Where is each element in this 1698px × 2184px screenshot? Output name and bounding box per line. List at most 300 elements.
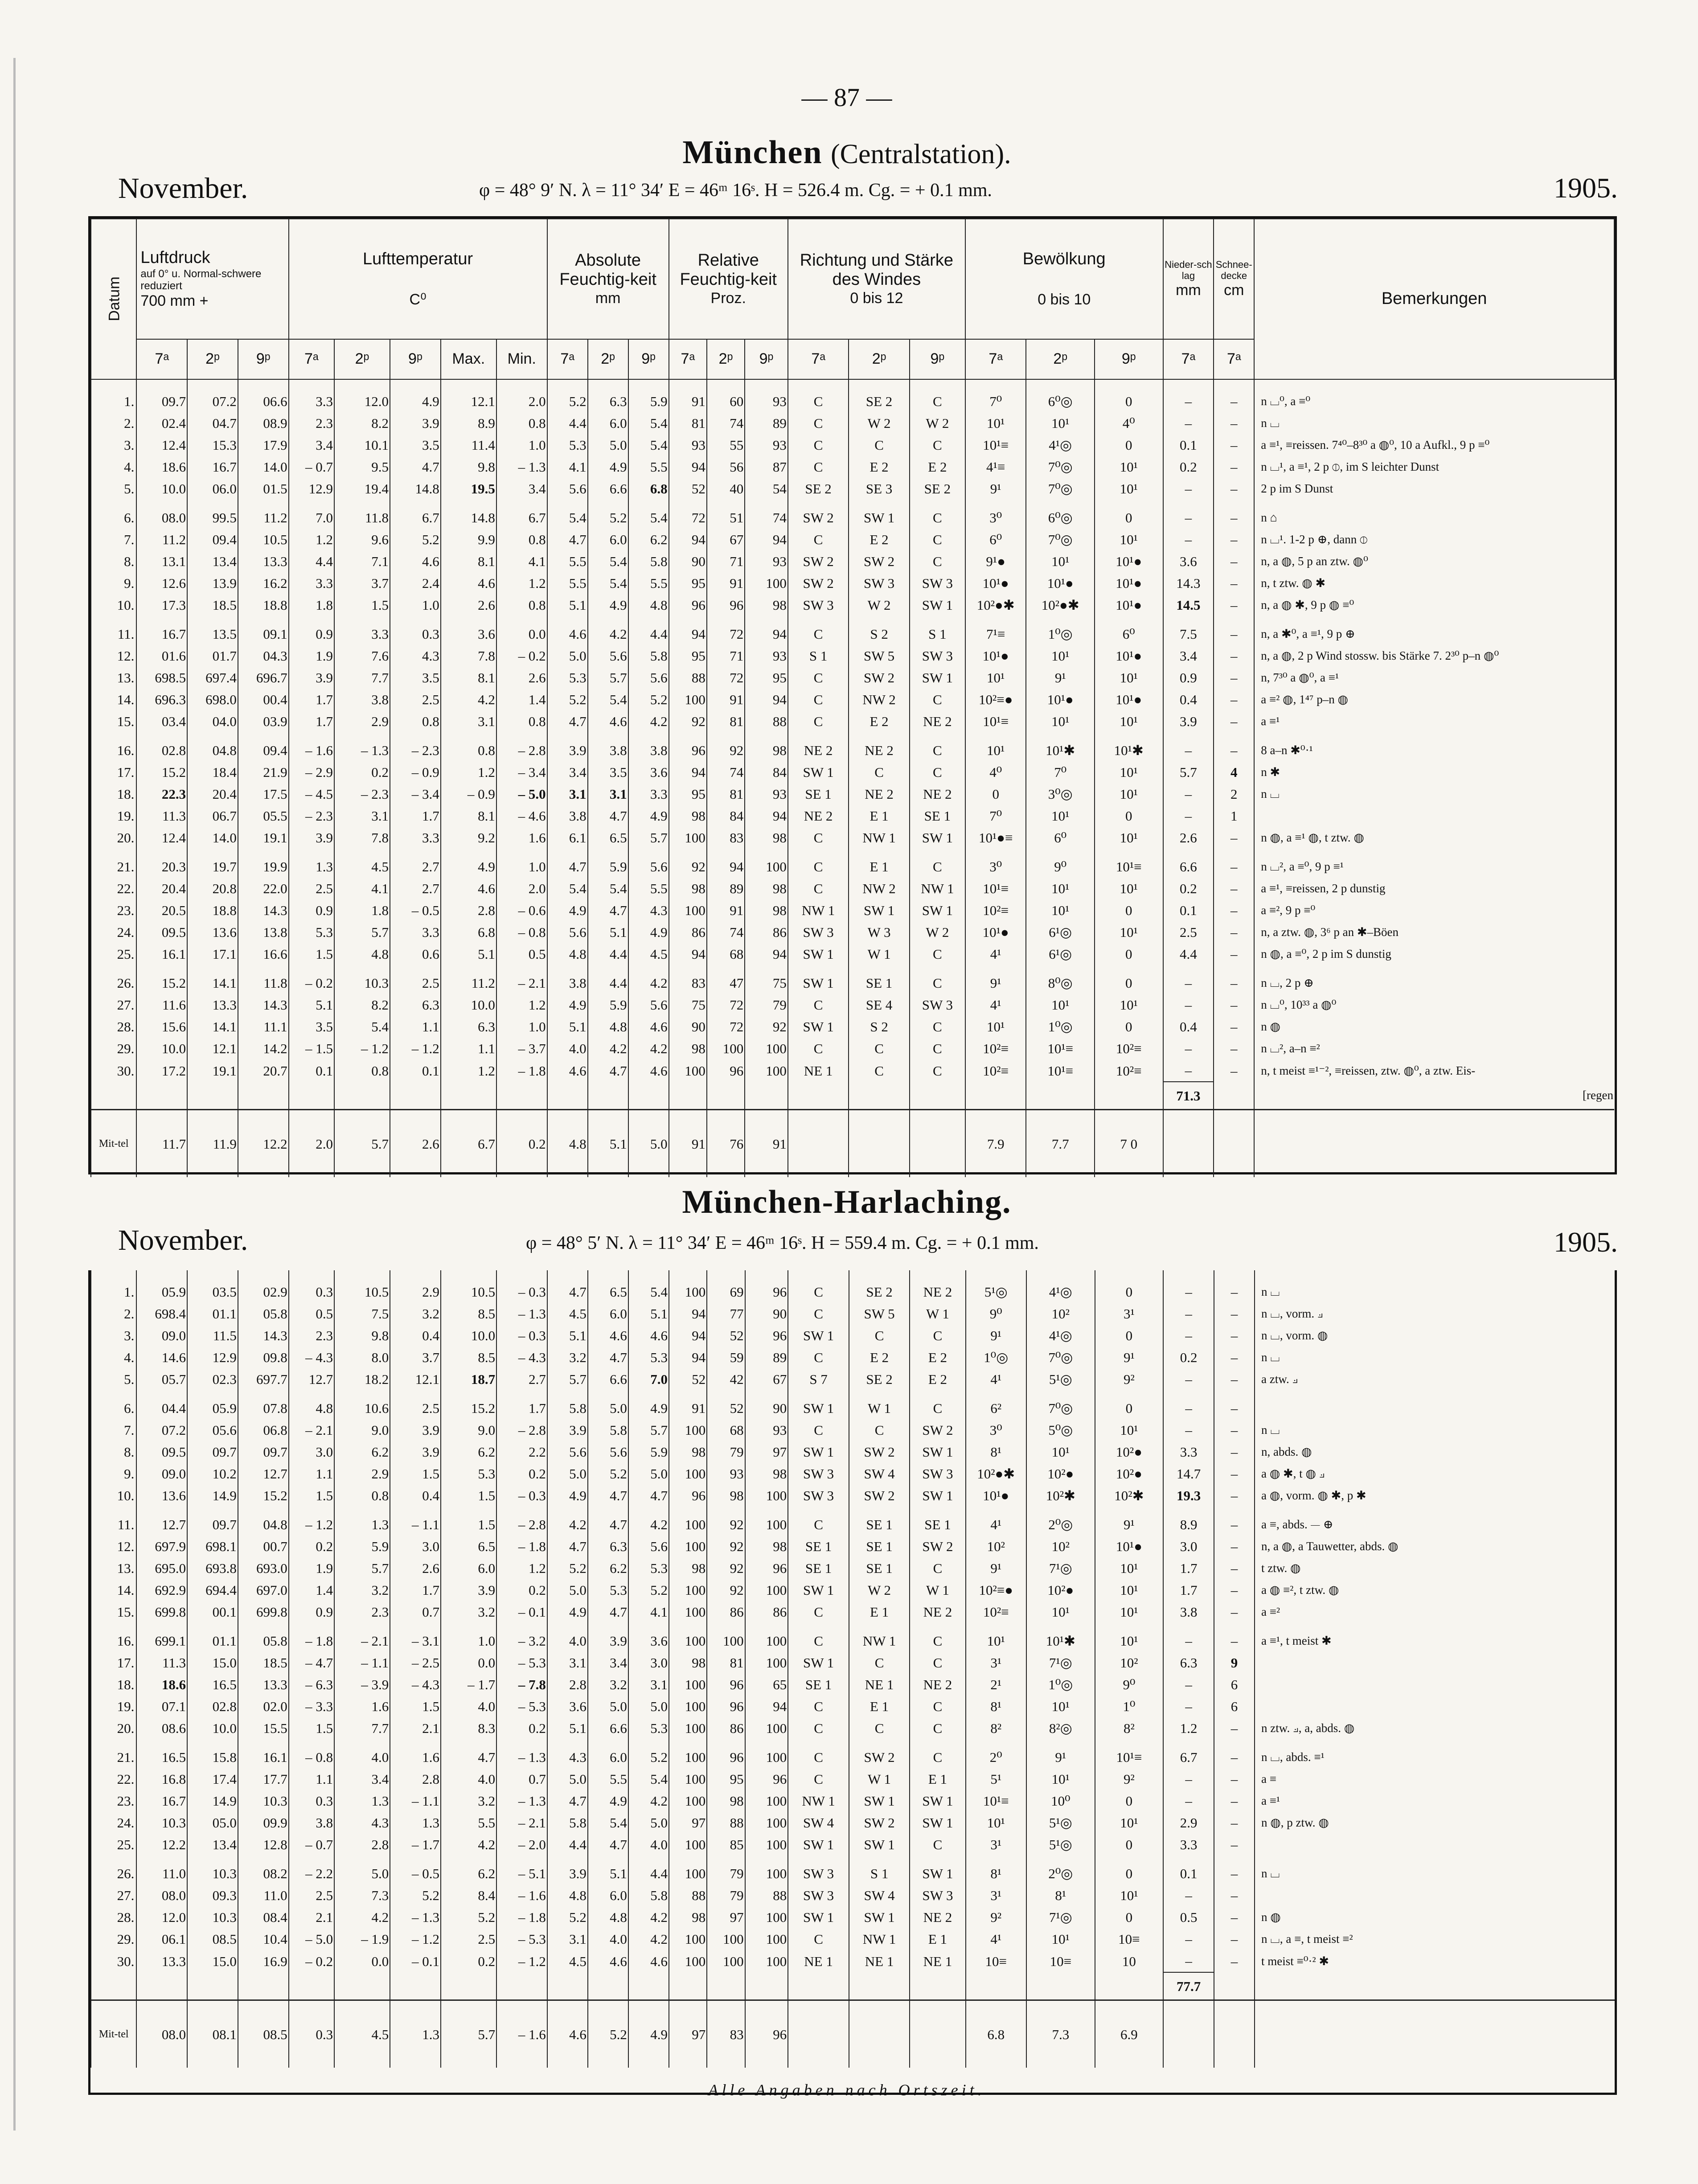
value-cell: NW 2 — [849, 878, 909, 899]
value-cell: 08.0 — [136, 1884, 187, 1906]
value-cell: 4.2 — [441, 1834, 496, 1856]
value-cell: 1.6 — [496, 827, 547, 849]
value-cell: E 2 — [849, 710, 909, 732]
value-cell: 10.5 — [238, 529, 289, 550]
value-cell: 86 — [745, 1601, 788, 1623]
value-cell: 5.1 — [588, 921, 628, 943]
value-cell: 10¹●≡ — [965, 827, 1026, 849]
value-cell: W 2 — [910, 921, 965, 943]
value-cell: 92 — [745, 1016, 788, 1038]
value-cell: 0 — [1095, 500, 1163, 529]
value-cell: 5.4 — [334, 1016, 390, 1038]
value-cell: 3.9 — [441, 1579, 496, 1601]
table-row — [91, 529, 1614, 550]
empty-cell — [588, 1082, 628, 1110]
value-cell: 09.5 — [136, 1441, 187, 1463]
value-cell: 3.9 — [547, 732, 588, 761]
value-cell: 01.5 — [238, 478, 289, 500]
mean-value: 4.9 — [628, 2000, 669, 2068]
table-row — [91, 1059, 1614, 1082]
precip-total: 77.7 — [1163, 1972, 1214, 2000]
value-cell: 9¹ — [965, 965, 1026, 994]
value-cell: 0 — [1095, 899, 1163, 921]
value-cell: 5.7 — [588, 667, 628, 689]
value-cell: 10¹● — [1095, 645, 1163, 667]
remark-cell: n ⌴ — [1254, 412, 1614, 434]
value-cell: NE 2 — [788, 805, 849, 827]
remark-cell: n, 7³⁰ a ◍⁰, a ≡¹ — [1254, 667, 1614, 689]
value-cell: – 1.2 — [390, 1928, 441, 1950]
value-cell: 98 — [745, 899, 788, 921]
value-cell: 11.1 — [238, 1016, 289, 1038]
value-cell: 4.4 — [289, 550, 334, 572]
day-cell: 8. — [91, 1441, 136, 1463]
value-cell: 14.8 — [390, 478, 441, 500]
value-cell: 4.9 — [588, 594, 628, 616]
value-cell: 100 — [745, 1623, 788, 1652]
value-cell: 02.8 — [187, 1695, 238, 1717]
value-cell: 0.2 — [1163, 456, 1214, 478]
value-cell: 5¹◎ — [966, 1270, 1027, 1303]
value-cell: SW 1 — [788, 761, 849, 783]
value-cell: 96 — [707, 1739, 745, 1768]
value-cell: 10≡ — [1026, 1950, 1095, 1972]
value-cell: 19.4 — [334, 478, 390, 500]
value-cell: 0 — [1095, 434, 1163, 456]
value-cell: 5.6 — [588, 645, 628, 667]
mean-value: 08.5 — [238, 2000, 289, 2068]
empty-cell — [334, 1082, 390, 1110]
value-cell: 84 — [745, 761, 788, 783]
table-row — [91, 1601, 1615, 1623]
table-row — [91, 1368, 1615, 1390]
value-cell: 5.8 — [628, 645, 669, 667]
value-cell: 8.1 — [441, 667, 496, 689]
value-cell: 4.5 — [334, 849, 390, 878]
value-cell: 10¹● — [965, 921, 1026, 943]
value-cell: 0.8 — [334, 1485, 390, 1507]
value-cell: 1.3 — [390, 1812, 441, 1834]
value-cell: 6.6 — [588, 1717, 628, 1739]
value-cell: SW 3 — [788, 921, 849, 943]
value-cell: – 1.1 — [390, 1790, 441, 1812]
remark-cell — [1255, 1390, 1615, 1419]
coordinates-1: φ = 48° 9′ N. λ = 11° 34′ E = 46ᵐ 16ˢ. H = 526.4 m. Cg. = + 0.1 mm. — [479, 180, 992, 201]
value-cell: 94 — [669, 761, 707, 783]
value-cell: – 2.9 — [289, 761, 334, 783]
value-cell: 01.1 — [187, 1623, 238, 1652]
value-cell: 8.5 — [441, 1303, 496, 1325]
value-cell: 100 — [669, 1623, 707, 1652]
value-cell: C — [910, 434, 965, 456]
value-cell: 12.4 — [136, 827, 187, 849]
value-cell: 3.3 — [1163, 1441, 1214, 1463]
table-row — [91, 849, 1614, 878]
value-cell: NW 1 — [849, 1928, 910, 1950]
value-cell: SW 1 — [788, 1652, 849, 1674]
value-cell: 14.3 — [238, 899, 289, 921]
value-cell: 6.8 — [441, 921, 496, 943]
value-cell: 4.7 — [588, 805, 628, 827]
value-cell: – 1.3 — [334, 732, 390, 761]
day-cell: 3. — [91, 1325, 136, 1347]
value-cell: 98 — [745, 594, 788, 616]
value-cell: 5.4 — [588, 550, 628, 572]
value-cell: 693.8 — [187, 1557, 238, 1579]
value-cell: 71 — [707, 550, 745, 572]
value-cell: – 4.3 — [289, 1347, 334, 1368]
value-cell: 18.2 — [334, 1368, 390, 1390]
value-cell: 4.9 — [628, 921, 669, 943]
subcol-7a: 7ᵃ — [136, 339, 187, 379]
value-cell: E 2 — [849, 1347, 910, 1368]
value-cell: 5.3 — [628, 1717, 669, 1739]
value-cell: 3.0 — [390, 1535, 441, 1557]
value-cell: – — [1163, 1059, 1214, 1082]
value-cell: C — [910, 732, 965, 761]
empty-cell — [1163, 2000, 1214, 2068]
value-cell: 05.0 — [187, 1812, 238, 1834]
value-cell: C — [910, 849, 965, 878]
value-cell: 100 — [745, 1812, 788, 1834]
value-cell: 19.7 — [187, 849, 238, 878]
value-cell: C — [788, 1038, 849, 1059]
empty-cell — [238, 1972, 289, 2000]
day-cell: 18. — [91, 783, 136, 805]
remark-cell: 8 a–n ✱⁰·¹ — [1254, 732, 1614, 761]
value-cell: 5.0 — [588, 434, 628, 456]
value-cell: 06.1 — [136, 1928, 187, 1950]
value-cell: 100 — [669, 1579, 707, 1601]
value-cell: 09.7 — [238, 1441, 289, 1463]
value-cell: 0.0 — [441, 1652, 496, 1674]
value-cell: C — [788, 1303, 849, 1325]
value-cell: 697.0 — [238, 1579, 289, 1601]
value-cell: 4.2 — [441, 689, 496, 710]
value-cell: 10.1 — [334, 434, 390, 456]
value-cell: 10¹● — [1095, 1535, 1164, 1557]
value-cell: 52 — [707, 1325, 745, 1347]
value-cell: 699.8 — [136, 1601, 187, 1623]
value-cell: 11.0 — [136, 1856, 187, 1884]
value-cell: 5.9 — [588, 849, 628, 878]
value-cell: – 0.1 — [496, 1601, 547, 1623]
value-cell: 04.8 — [238, 1507, 289, 1535]
day-cell: 13. — [91, 1557, 136, 1579]
value-cell: 3⁰ — [965, 849, 1026, 878]
empty-cell — [628, 1082, 669, 1110]
value-cell: – 3.1 — [390, 1623, 441, 1652]
value-cell: 100 — [745, 1717, 788, 1739]
value-cell: 5¹ — [966, 1768, 1027, 1790]
value-cell: W 2 — [849, 412, 909, 434]
day-cell: 26. — [91, 965, 136, 994]
value-cell: 13.4 — [187, 550, 238, 572]
value-cell: 5.0 — [547, 1768, 588, 1790]
value-cell: – 1.2 — [334, 1038, 390, 1059]
value-cell: 96 — [669, 732, 707, 761]
value-cell: 10¹● — [966, 1485, 1027, 1507]
value-cell: SW 1 — [910, 899, 965, 921]
value-cell: SW 1 — [788, 1906, 849, 1928]
value-cell: 5.5 — [547, 550, 588, 572]
value-cell: 00.7 — [238, 1535, 289, 1557]
value-cell: – 0.5 — [390, 1856, 441, 1884]
value-cell: 6.6 — [1163, 849, 1214, 878]
day-cell: 16. — [91, 732, 136, 761]
value-cell: – 4.3 — [496, 1347, 547, 1368]
value-cell: 100 — [745, 1856, 788, 1884]
value-cell: 56 — [707, 456, 745, 478]
value-cell: 42 — [707, 1368, 745, 1390]
value-cell: 2.2 — [496, 1441, 547, 1463]
value-cell: 4¹◎ — [1026, 1270, 1095, 1303]
value-cell: 05.7 — [136, 1368, 187, 1390]
value-cell: 85 — [707, 1834, 745, 1856]
value-cell: 3.3 — [390, 827, 441, 849]
value-cell: 0 — [1095, 1270, 1164, 1303]
empty-cell — [334, 1972, 390, 2000]
value-cell: 100 — [669, 1928, 707, 1950]
value-cell: 7.7 — [334, 667, 390, 689]
value-cell: 10²≡● — [966, 1579, 1027, 1601]
value-cell: 5.7 — [1163, 761, 1214, 783]
value-cell: – 5.0 — [496, 783, 547, 805]
day-cell: 25. — [91, 943, 136, 965]
value-cell: 4.2 — [588, 616, 628, 645]
value-cell: 1.0 — [496, 849, 547, 878]
table-row — [91, 434, 1614, 456]
value-cell: 10²≡● — [965, 689, 1026, 710]
value-cell: 18.6 — [136, 1674, 187, 1695]
value-cell: 10² — [966, 1535, 1027, 1557]
day-cell: 29. — [91, 1928, 136, 1950]
value-cell: 3.1 — [547, 1928, 588, 1950]
value-cell: 696.3 — [136, 689, 187, 710]
subcol-9p: 9ᵖ — [745, 339, 788, 379]
value-cell: 4.7 — [588, 1059, 628, 1082]
table-row — [91, 878, 1614, 899]
value-cell: 98 — [745, 878, 788, 899]
value-cell: 3.8 — [628, 732, 669, 761]
value-cell: – 1.3 — [496, 1303, 547, 1325]
value-cell: – 5.0 — [289, 1928, 334, 1950]
value-cell: 3.3 — [334, 616, 390, 645]
empty-cell — [1163, 1110, 1214, 1178]
value-cell: – 1.8 — [496, 1906, 547, 1928]
value-cell: 4.6 — [390, 550, 441, 572]
value-cell: – — [1214, 1812, 1255, 1834]
value-cell: SW 2 — [788, 572, 849, 594]
value-cell: 4⁰ — [965, 761, 1026, 783]
value-cell: 0.8 — [496, 412, 547, 434]
value-cell: 1.1 — [390, 1016, 441, 1038]
value-cell: – — [1214, 921, 1254, 943]
value-cell: 5.4 — [547, 500, 588, 529]
value-cell: 10¹● — [1095, 572, 1163, 594]
value-cell: 13.3 — [238, 1674, 289, 1695]
value-cell: 14.0 — [238, 456, 289, 478]
value-cell: 13.5 — [187, 616, 238, 645]
value-cell: 100 — [669, 1790, 707, 1812]
value-cell: 91 — [669, 1390, 707, 1419]
remark-cell: n, a ◍, 5 p an ztw. ◍⁰ — [1254, 550, 1614, 572]
col-lufttemperatur: Lufttemperatur C⁰ — [289, 219, 547, 339]
value-cell: 4.8 — [628, 594, 669, 616]
mean-value: 7.3 — [1026, 2000, 1095, 2068]
value-cell: 10¹ — [965, 1016, 1026, 1038]
value-cell: 10²✱ — [1095, 1485, 1164, 1507]
value-cell: 3.3 — [390, 921, 441, 943]
day-cell: 11. — [91, 1507, 136, 1535]
value-cell: 10.0 — [441, 1325, 496, 1347]
value-cell: 8⁰◎ — [1026, 965, 1095, 994]
value-cell: 3.8 — [1163, 1601, 1214, 1623]
value-cell: 65 — [745, 1674, 788, 1695]
value-cell: 21.9 — [238, 761, 289, 783]
value-cell: – — [1163, 732, 1214, 761]
value-cell: 10¹ — [1095, 710, 1163, 732]
day-cell: 14. — [91, 689, 136, 710]
value-cell: 92 — [707, 1557, 745, 1579]
value-cell: – 1.5 — [289, 1038, 334, 1059]
value-cell: – 2.8 — [496, 1419, 547, 1441]
value-cell: 52 — [669, 1368, 707, 1390]
col-bemerkungen: Bemerkungen — [1254, 219, 1614, 379]
value-cell: SE 1 — [849, 1557, 910, 1579]
value-cell: 7⁰ — [1026, 761, 1095, 783]
value-cell: 4.4 — [547, 412, 588, 434]
remark-cell: a ≡¹, ≡reissen. 7⁴⁰–8³⁰ a ◍⁰, 10 a Aufkl., 9 p ≡⁰ — [1254, 434, 1614, 456]
value-cell: 18.4 — [187, 761, 238, 783]
value-cell: 83 — [669, 965, 707, 994]
mean-value: 1.3 — [390, 2000, 441, 2068]
value-cell: 9⁰ — [1095, 1674, 1164, 1695]
value-cell: C — [849, 761, 909, 783]
empty-cell — [745, 1972, 788, 2000]
value-cell: C — [849, 1717, 910, 1739]
day-cell: 8. — [91, 550, 136, 572]
empty-cell — [1026, 1972, 1095, 2000]
value-cell: – 5.3 — [496, 1928, 547, 1950]
value-cell: 10.5 — [334, 1270, 390, 1303]
value-cell: 72 — [707, 667, 745, 689]
value-cell: SE 1 — [910, 1507, 965, 1535]
value-cell: 5¹◎ — [1026, 1368, 1095, 1390]
value-cell: C — [910, 943, 965, 965]
empty-cell — [849, 1110, 909, 1178]
value-cell: 5.0 — [628, 1812, 669, 1834]
subcol-2p: 2ᵖ — [849, 339, 909, 379]
value-cell: 4.2 — [334, 1906, 390, 1928]
value-cell: 05.8 — [238, 1623, 289, 1652]
value-cell: – 4.6 — [496, 805, 547, 827]
table-row — [91, 1557, 1615, 1579]
value-cell: 96 — [669, 594, 707, 616]
value-cell: 698.0 — [187, 689, 238, 710]
value-cell: 07.2 — [136, 1419, 187, 1441]
value-cell: 1.1 — [289, 1768, 334, 1790]
value-cell: SE 2 — [849, 379, 909, 412]
value-cell: 0.1 — [390, 1059, 441, 1082]
mean-value: 4.8 — [547, 1110, 588, 1178]
table-row — [91, 550, 1614, 572]
value-cell: 100 — [669, 1950, 707, 1972]
remark-cell: n ⌴ — [1254, 783, 1614, 805]
value-cell: 4.9 — [588, 1790, 628, 1812]
value-cell: 5.7 — [547, 1368, 588, 1390]
value-cell: 0.0 — [334, 1950, 390, 1972]
value-cell: 4.9 — [547, 1485, 588, 1507]
value-cell: 4.2 — [628, 710, 669, 732]
remark-cell: a ◍ ✱, t ◍ ⟓ — [1255, 1463, 1615, 1485]
value-cell: 2⁰ — [966, 1739, 1027, 1768]
value-cell: – 0.7 — [289, 1834, 334, 1856]
value-cell: – 0.9 — [390, 761, 441, 783]
subcol-7a: 7ᵃ — [669, 339, 707, 379]
value-cell: 0.9 — [289, 899, 334, 921]
value-cell: 4.7 — [628, 1485, 669, 1507]
value-cell: 0.5 — [496, 943, 547, 965]
mean-value: 2.6 — [390, 1110, 441, 1178]
day-cell: 16. — [91, 1623, 136, 1652]
value-cell: C — [910, 1695, 965, 1717]
value-cell: – 1.1 — [334, 1652, 390, 1674]
value-cell: 10¹ — [1095, 1812, 1164, 1834]
value-cell: – 1.8 — [496, 1535, 547, 1557]
empty-cell — [910, 1972, 965, 2000]
value-cell: 4.2 — [547, 1507, 588, 1535]
empty-cell — [745, 1082, 788, 1110]
value-cell: 91 — [707, 689, 745, 710]
value-cell: C — [788, 1739, 849, 1768]
value-cell: 01.1 — [187, 1303, 238, 1325]
table-row — [91, 1507, 1615, 1535]
value-cell: NE 1 — [910, 1950, 965, 1972]
value-cell: 81 — [707, 710, 745, 732]
value-cell: 8²◎ — [1026, 1717, 1095, 1739]
table-row — [91, 899, 1614, 921]
day-cell: 26. — [91, 1856, 136, 1884]
value-cell: C — [849, 1059, 909, 1082]
value-cell: – — [1163, 1928, 1214, 1950]
value-cell: 10¹ — [966, 1812, 1027, 1834]
value-cell: 16.5 — [136, 1739, 187, 1768]
value-cell: 5.3 — [628, 1557, 669, 1579]
value-cell: 06.0 — [187, 478, 238, 500]
value-cell: NE 2 — [910, 1674, 965, 1695]
value-cell: – — [1163, 1303, 1214, 1325]
value-cell: 89 — [745, 1347, 788, 1368]
value-cell: SW 2 — [849, 550, 909, 572]
value-cell: 8.2 — [334, 412, 390, 434]
value-cell: 12.9 — [289, 478, 334, 500]
value-cell: 72 — [669, 500, 707, 529]
value-cell: 5.2 — [547, 689, 588, 710]
value-cell: 3¹ — [966, 1652, 1027, 1674]
value-cell: NE 2 — [910, 1270, 965, 1303]
value-cell: – — [1214, 899, 1254, 921]
value-cell: 15.8 — [187, 1739, 238, 1768]
value-cell: 96 — [707, 1059, 745, 1082]
table-row — [91, 1906, 1615, 1928]
value-cell: 699.1 — [136, 1623, 187, 1652]
value-cell: 4.5 — [547, 1950, 588, 1972]
value-cell: 6.2 — [441, 1856, 496, 1884]
remark-cell: n ⌴⁰, a ≡⁰ — [1254, 379, 1614, 412]
day-cell: 9. — [91, 1463, 136, 1485]
value-cell: 4.9 — [628, 805, 669, 827]
